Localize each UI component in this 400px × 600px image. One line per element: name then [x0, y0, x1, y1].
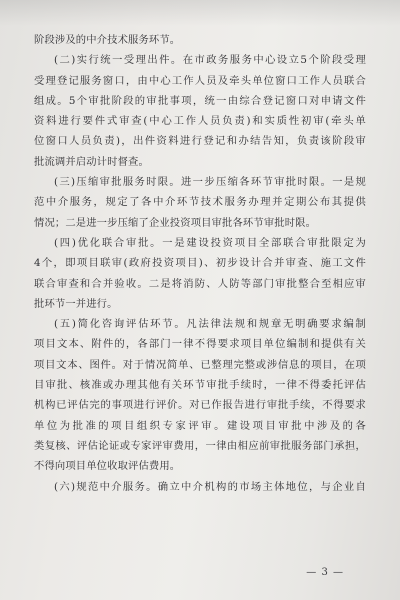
text-line: (六)规范中介服务。确立中介机构的市场主体地位，与企业自 [54, 480, 366, 493]
text-line: 项目文本、图件。对于情况简单、已整理完整或涉信息的项目，在项 [34, 358, 366, 371]
text-line: 联合审查和合并验收。二是将消防、人防等部门审批整合至相应审 [34, 277, 366, 290]
paragraph-simplify-evaluation [34, 314, 366, 476]
text-line: 批流调并启动计时督查。 [34, 155, 149, 168]
text-line: 机构已评估完的事项进行评价。对已作报告进行审批手续，不得要求 [34, 399, 366, 412]
paragraph-unified-acceptance [34, 50, 366, 172]
text-line: 类复核、评估论证或专家评审费用，一律由相应前审批服务部门承担， [34, 439, 366, 452]
text-line: 目审批、核准或办理其他有关环节审批手续时，一律不得委托评估 [34, 379, 366, 392]
paragraph-standardize-intermediary [34, 477, 366, 497]
paragraph-compress-time [34, 172, 366, 233]
text-line: (二)实行统一受理出件。在市政务服务中心设立5个阶段受理 [54, 54, 366, 67]
text-line: 情况；二是进一步压缩了企业投资项目审批各环节审批时限。 [34, 216, 317, 229]
paragraph-joint-approval [34, 233, 366, 314]
text-line: 位窗口人员负责)，出件资料进行登记和办结告知，负责该阶段审 [34, 135, 366, 148]
text-line: 4个，即项目联审(政府投资项目)、初步设计合并审查、施工文件 [34, 257, 366, 270]
text-line: (四)优化联合审批。一是建设投资项目全部联合审批限定为 [54, 236, 366, 249]
text-line: 组成。5个审批阶段的审批事项，统一由综合登记窗口对申请文件 [34, 94, 366, 107]
text-line: 受理登记服务窗口，由中心工作人员及牵头单位窗口工作人员联合 [34, 74, 366, 87]
text-line: 项目文本、附件的，各部门一律不得要求项目单位编制和提供有关 [34, 338, 366, 351]
page-shadow [0, 0, 400, 26]
text-line: 不得向项目单位收取评估费用。 [34, 460, 181, 473]
text-line: (五)简化咨询评估环节。凡法律法规和规章无明确要求编制 [54, 318, 366, 331]
text-line: 批环节一并进行。 [34, 297, 118, 310]
page-number: — 3 — [306, 567, 344, 578]
text-line: 资料进行要件式审查(中心工作人员负责)和实质性初审(牵头单 [34, 115, 366, 128]
body-text [34, 30, 366, 497]
text-line: (三)压缩审批服务时限。进一步压缩各环节审批时限。一是规 [54, 176, 366, 189]
text-line: 阶段涉及的中介技术服务环节。 [34, 34, 181, 46]
text-line: 单位为批准的项目组织专家评审。建设项目审批中涉及的各 [34, 419, 366, 432]
paragraph-intro [34, 30, 366, 50]
text-line: 范中介服务，规定了各中介环节技术服务办理并定期公布其提供 [34, 196, 366, 209]
